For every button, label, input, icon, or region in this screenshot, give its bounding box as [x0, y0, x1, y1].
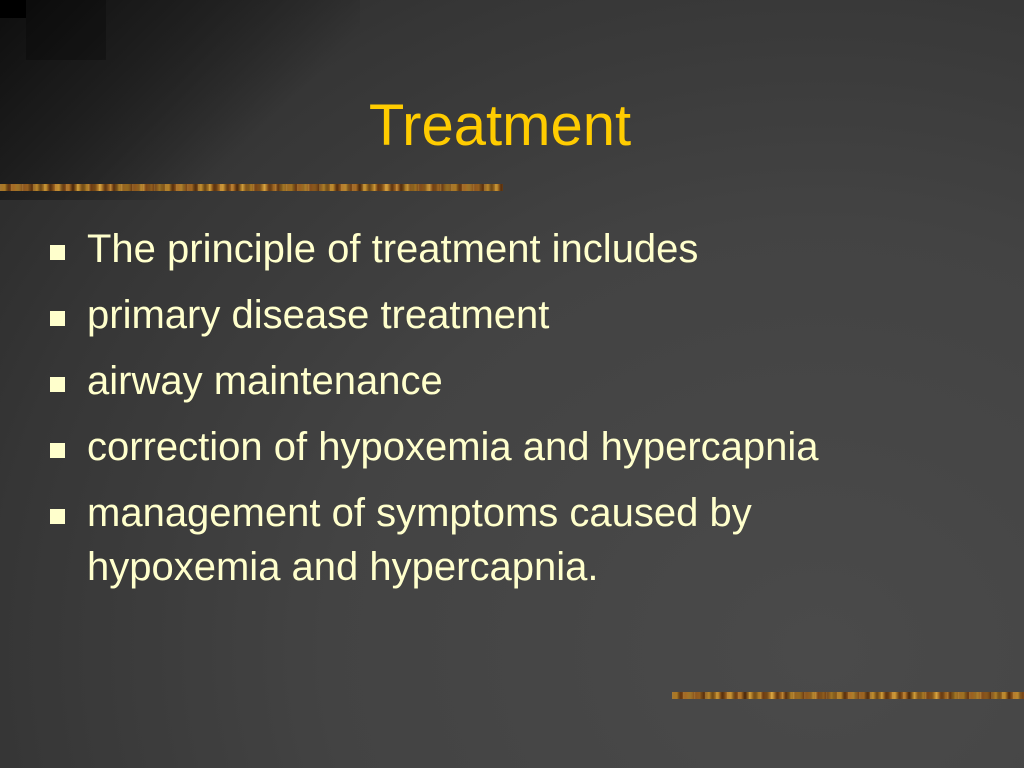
bullet-text: primary disease treatment — [87, 293, 550, 337]
bullet-item — [50, 354, 950, 408]
bullet-text: correction of hypoxemia and hypercapnia — [87, 425, 819, 469]
bullet-item — [50, 486, 950, 594]
square-bullet-icon — [50, 509, 65, 524]
bullet-item — [50, 420, 950, 474]
bullet-list — [50, 222, 950, 606]
square-bullet-icon — [50, 377, 65, 392]
slide-title: Treatment — [368, 93, 632, 158]
square-bullet-icon — [50, 443, 65, 458]
footer-divider-rule — [672, 692, 1024, 699]
bullet-item — [50, 288, 950, 342]
square-bullet-icon — [50, 245, 65, 260]
corner-square-decoration — [0, 0, 26, 18]
title-divider-rule — [0, 184, 503, 191]
bullet-item — [50, 222, 950, 276]
bullet-text: airway maintenance — [87, 359, 443, 403]
bullet-text: management of symptoms caused by hypoxemia and hypercapnia. — [87, 491, 752, 589]
bullet-text: The principle of treatment includes — [87, 227, 699, 271]
corner-tint-decoration — [26, 0, 106, 60]
square-bullet-icon — [50, 311, 65, 326]
